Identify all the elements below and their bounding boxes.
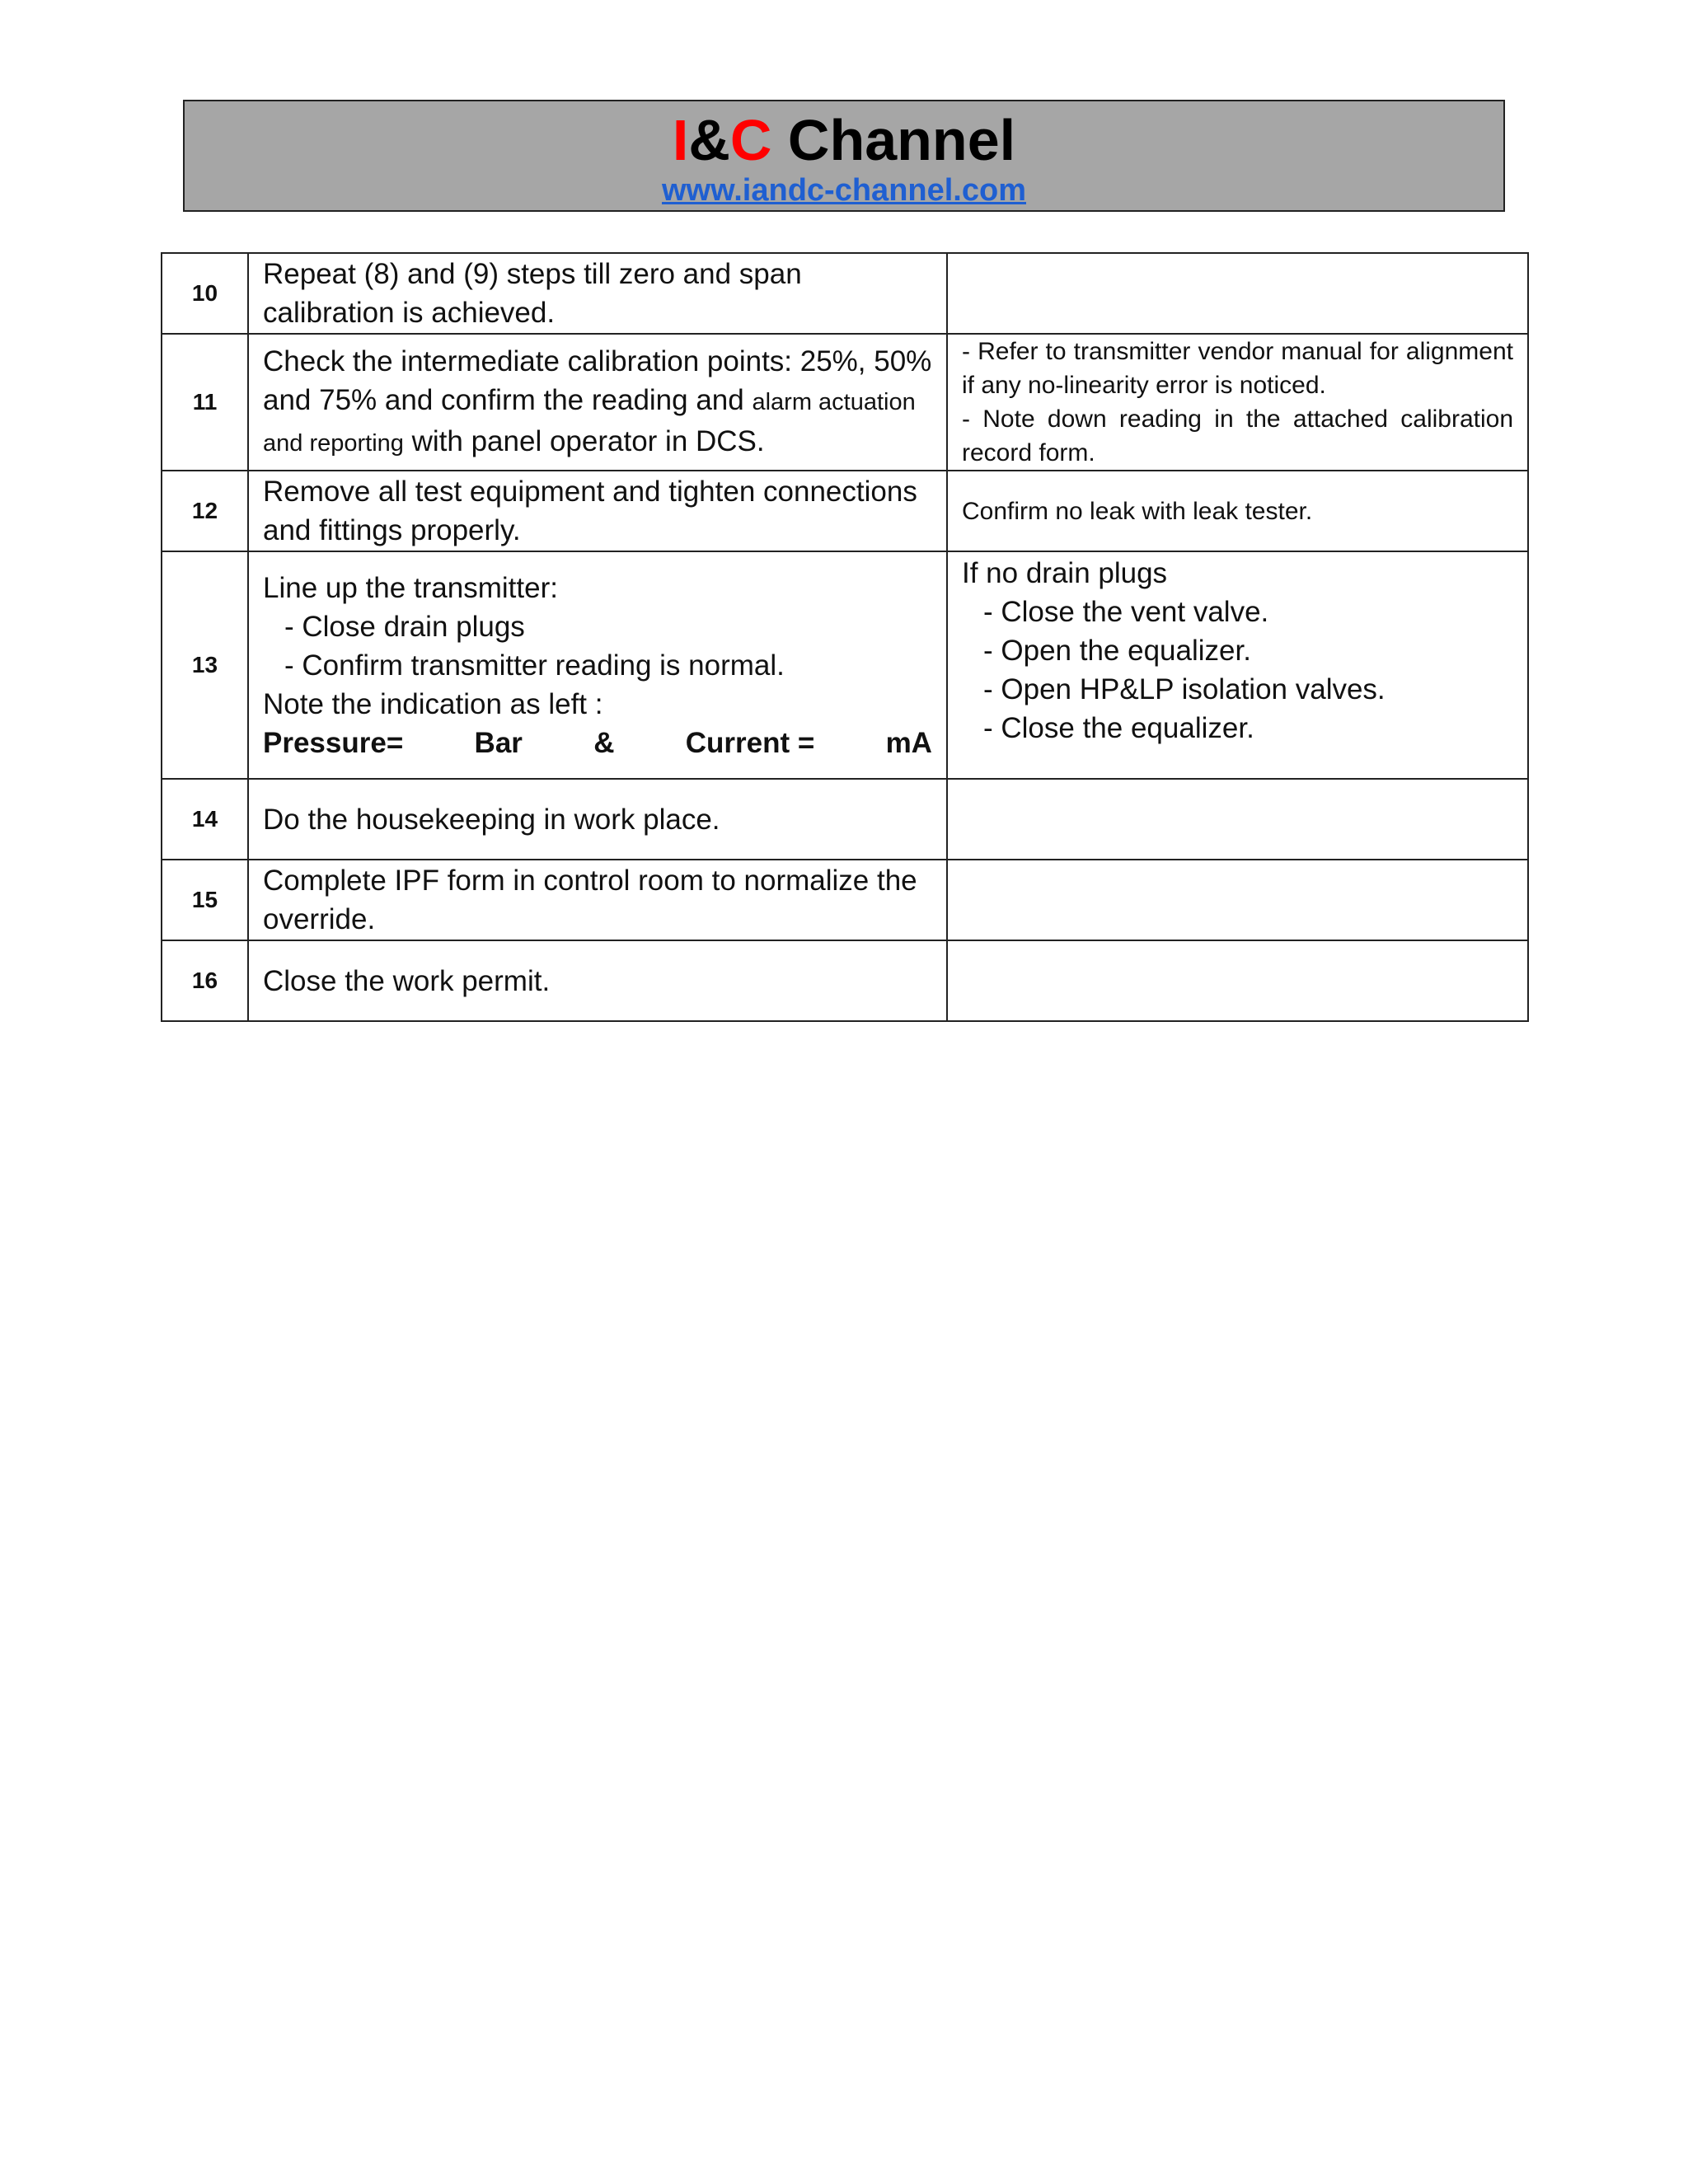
table-row bbox=[162, 779, 1528, 860]
step-note bbox=[947, 940, 1528, 1021]
action-line: - Confirm transmitter reading is normal. bbox=[284, 649, 785, 682]
note-line: - Refer to transmitter vendor manual for alignment if any no-linearity error is noticed. bbox=[962, 338, 1513, 399]
step-note bbox=[947, 779, 1528, 860]
bar-label: Bar bbox=[474, 726, 523, 759]
pressure-label: Pressure= bbox=[263, 726, 404, 759]
ampersand-label: & bbox=[593, 726, 615, 759]
pressure-current-line bbox=[263, 724, 932, 762]
action-line: Line up the transmitter: bbox=[263, 571, 558, 604]
table-row bbox=[162, 334, 1528, 471]
table-row bbox=[162, 860, 1528, 940]
step-action bbox=[248, 551, 947, 779]
brand-title bbox=[185, 108, 1503, 172]
brand-letter-c: C bbox=[729, 108, 772, 172]
note-line: - Close the vent valve. bbox=[983, 596, 1269, 628]
step-action: Do the housekeeping in work place. bbox=[248, 779, 947, 860]
step-action: Complete IPF form in control room to normalize the override. bbox=[248, 860, 947, 940]
action-line: Note the indication as left : bbox=[263, 687, 603, 720]
step-action bbox=[248, 334, 947, 471]
action-text-small: alarm actuation and reporting bbox=[263, 388, 916, 457]
step-action: Remove all test equipment and tighten connections and fittings properly. bbox=[248, 471, 947, 551]
procedure-table bbox=[161, 252, 1529, 1022]
table-row bbox=[162, 471, 1528, 551]
note-line: If no drain plugs bbox=[962, 557, 1168, 589]
table-row bbox=[162, 940, 1528, 1021]
step-action: Repeat (8) and (9) steps till zero and span calibration is achieved. bbox=[248, 253, 947, 334]
step-number: 12 bbox=[162, 471, 248, 551]
step-note bbox=[947, 253, 1528, 334]
note-line: - Note down reading in the attached calibration record form. bbox=[962, 405, 1513, 466]
step-note bbox=[947, 334, 1528, 471]
note-line: - Open the equalizer. bbox=[983, 635, 1251, 667]
current-label: Current = bbox=[685, 726, 815, 759]
action-text: Check the intermediate calibration points: 25%, 50% and 75% and confirm the reading and bbox=[263, 344, 932, 416]
brand-word: Channel bbox=[771, 108, 1016, 172]
step-number: 16 bbox=[162, 940, 248, 1021]
note-line: - Close the equalizer. bbox=[983, 712, 1254, 744]
step-number: 14 bbox=[162, 779, 248, 860]
step-number: 15 bbox=[162, 860, 248, 940]
step-number: 10 bbox=[162, 253, 248, 334]
step-number: 11 bbox=[162, 334, 248, 471]
action-text: with panel operator in DCS. bbox=[403, 424, 765, 457]
note-line: - Open HP&LP isolation valves. bbox=[983, 673, 1386, 705]
brand-letter-i: I bbox=[672, 108, 689, 172]
step-action: Close the work permit. bbox=[248, 940, 947, 1021]
brand-ampersand: & bbox=[688, 108, 730, 172]
step-note bbox=[947, 860, 1528, 940]
step-number: 13 bbox=[162, 551, 248, 779]
step-note bbox=[947, 551, 1528, 779]
action-line: - Close drain plugs bbox=[284, 610, 525, 643]
page-header bbox=[183, 100, 1505, 212]
step-note: Confirm no leak with leak tester. bbox=[947, 471, 1528, 551]
ma-label: mA bbox=[885, 726, 932, 759]
table-row bbox=[162, 551, 1528, 779]
table-row bbox=[162, 253, 1528, 334]
website-link[interactable]: www.iandc-channel.com bbox=[661, 173, 1026, 208]
